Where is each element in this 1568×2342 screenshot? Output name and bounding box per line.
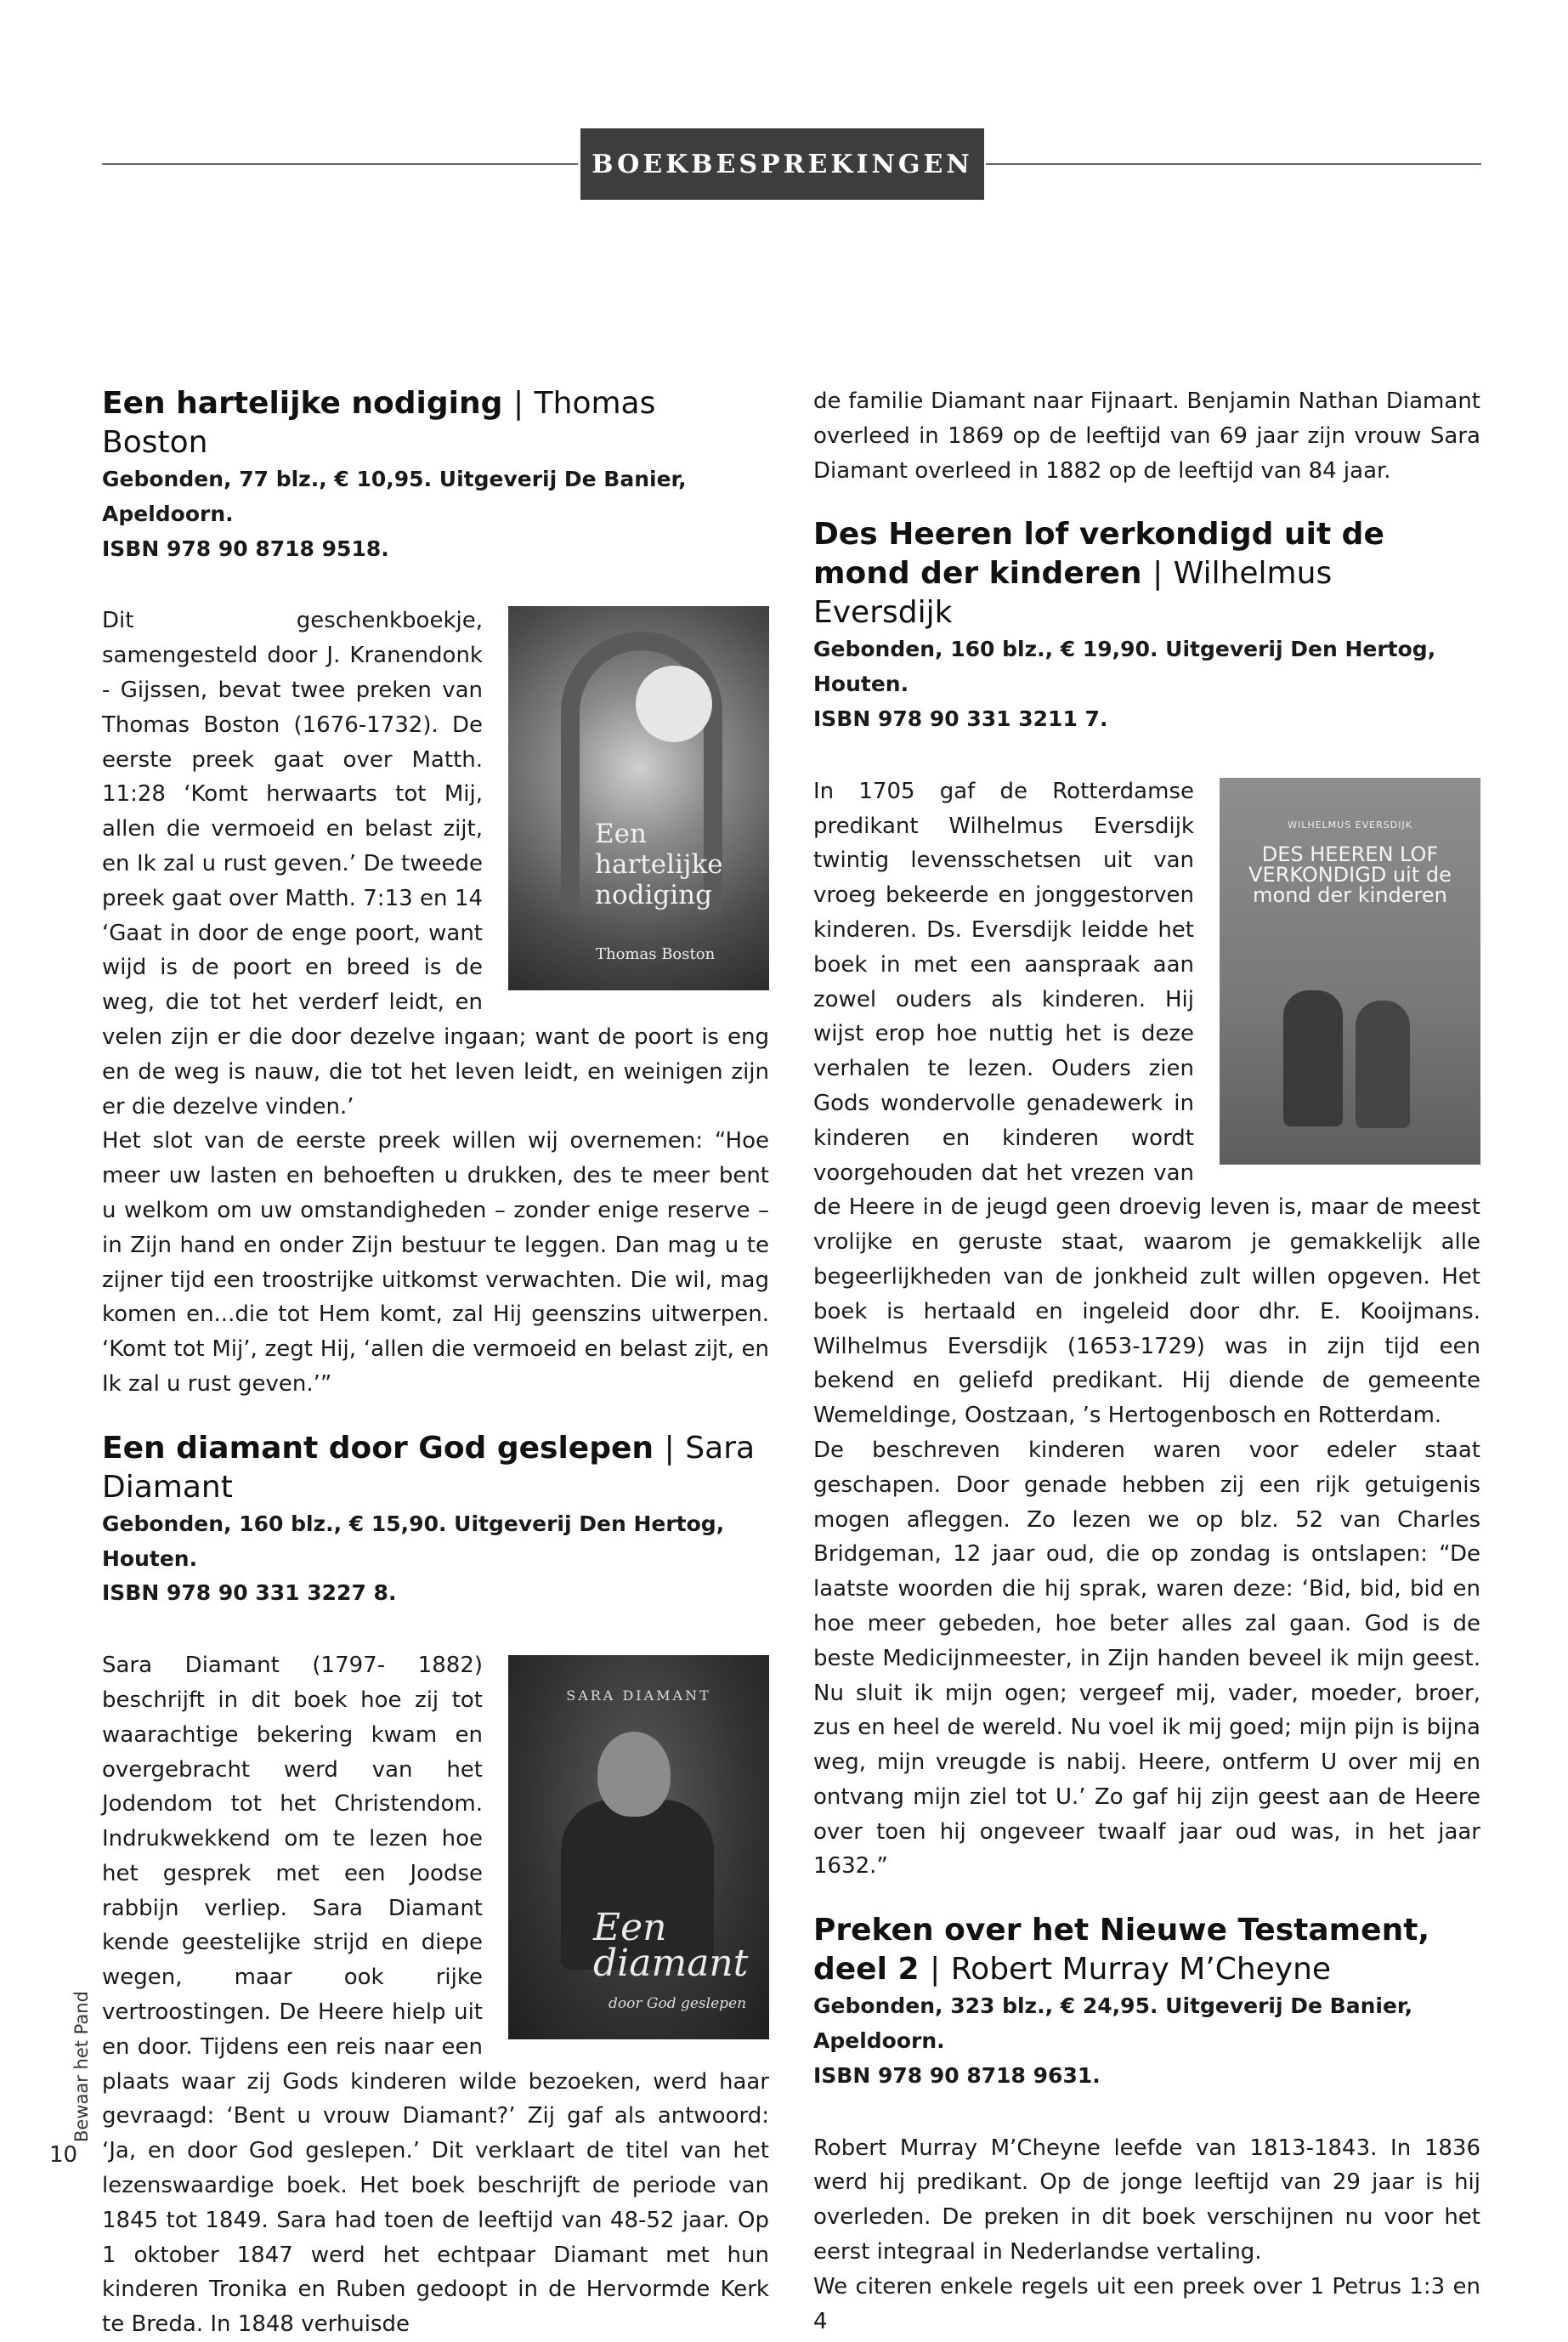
review-title: Een hartelijke nodiging | Thomas Boston bbox=[102, 386, 656, 460]
review-author: Sara Diamant bbox=[102, 1430, 756, 1505]
section-header: BOEKBESPREKINGEN bbox=[580, 128, 984, 200]
cover-title: Een diamant bbox=[593, 1906, 749, 1986]
review-author: Robert Murray M’Cheyne bbox=[950, 1952, 1332, 1988]
review-author: Thomas Boston bbox=[102, 386, 656, 460]
review-text-continued: de familie Diamant naar Fijnaart. Benjamin Nathan Diamant overleed in 1869 op de leeftijd van 69 jaar zijn vrouw Sara Diamant overleed in 1882 op de leeftijd van 84 jaar. bbox=[813, 388, 1480, 484]
page-number: 10 bbox=[49, 2142, 78, 2168]
review-isbn: ISBN 978 90 8718 9631. bbox=[813, 2062, 1101, 2088]
header-rule-right bbox=[986, 163, 1481, 165]
review-isbn: ISBN 978 90 8718 9518. bbox=[102, 536, 389, 561]
review-text: Sara Diamant (1797- 1882) beschrijft in dit boek hoe zij tot waarachtige bekering kwam en overgebracht werd van het Jodendom tot het Christendom. Indrukwekkend om te lezen hoe het gesprek met een Joodse rabbijn verliep. Sara Diamant kende geestelijke strijd en diepe wegen, maar ook rijke vertroostingen. De Heere hielp uit en door. Tijdens een reis naar een plaats waar zij Gods kinderen wilde bezoeken, werd haar gevraagd: ‘Bent u vrouw Diamant?’ Zij gaf als antwoord: ‘Ja, en door God geslepen.’ Dit verklaart de titel van het lezenswaardige boek. Het boek beschrijft de periode van 1845 tot 1849. Sara had toen de leeftijd van 48-52 jaar. Op 1 oktober 1847 werd het echtpaar Diamant met hun kinderen Tronika en Ruben gedoopt in de Hervormde Kerk te Breda. In 1848 verhuisde bbox=[102, 1653, 769, 2338]
review-text: Het slot van de eerste preek willen wij overnemen: “Hoe meer uw lasten en behoeften u drukken, des te meer bent u welkom om uw omstandigheden – zonder enige reserve – in Zijn hand en onder Zijn bestuur te leggen. Dan mag u te zijner tijd een troostrijke uitkomst verwachten. Die wil, mag komen en...die tot Hem komt, zal Hij geenszins uitwerpen. ‘Komt tot Mij’, zegt Hij, ‘allen die vermoeid en belast zijt, en Ik zal u rust geven.’” bbox=[102, 1128, 769, 1397]
review-meta: Gebonden, 323 blz., € 24,95. Uitgeverij De Banier, Apeldoorn. bbox=[813, 1993, 1413, 2054]
left-column bbox=[102, 384, 769, 2342]
review-text: Robert Murray M’Cheyne leefde van 1813-1843. In 1836 werd hij predikant. Op de jonge leeftijd van 29 jaar is hij overleden. De preken in dit boek verschijnen nu voor het eerst integraal in Nederlandse vertaling. bbox=[813, 2135, 1480, 2265]
cover-author: WILHELMUS EVERSDIJK bbox=[1288, 819, 1412, 831]
review-text: Dit geschenkboekje, samengesteld door J. Kranendonk - Gijssen, bevat twee preken van Thomas Boston (1676-1732). De eerste preek gaat over Matth. 11:28 ‘Komt herwaarts tot Mij, allen die vermoeid en belast zijt, en Ik zal u rust geven.’ De tweede preek gaat over Matth. 7:13 en 14 ‘Gaat in door de enge poort, want wijd is de poort en breed is de weg, die tot het verderf leidt, en velen zijn er die door dezelve ingaan; want de poort is eng en de weg is nauw, die tot het leven leidt, en weinigen zijn er die dezelve vinden.’ bbox=[102, 608, 769, 1120]
cover-author: Thomas Boston bbox=[596, 945, 716, 964]
review-text: We citeren enkele regels uit een preek over 1 Petrus 1:3 en 4 bbox=[813, 2273, 1480, 2334]
review-title: Een diamant door God geslepen | Sara Diamant bbox=[102, 1430, 756, 1505]
cover-title: DES HEEREN LOF VERKONDIGD uit de mond der kinderen bbox=[1248, 842, 1452, 907]
review-title: Preken over het Nieuwe Testament, deel 2 | Robert Murray M’Cheyne bbox=[813, 1913, 1430, 1988]
review-meta: Gebonden, 160 blz., € 15,90. Uitgeverij Den Hertog, Houten. bbox=[102, 1511, 725, 1571]
review-text: In 1705 gaf de Rotterdamse predikant Wilhelmus Eversdijk twintig levensschetsen uit van vroeg bekeerde en jonggestorven kinderen. Ds. Eversdijk leidde het boek in met een aanspraak aan zowel ouders als kinderen. Hij wijst erop hoe nuttig het is deze verhalen te lezen. Ouders zien Gods wondervolle genadewerk in kinderen en kinderen wordt voorgehouden dat het vrezen van de Heere in de jeugd geen droevig leven is, maar de meest vrolijke en geruste staat, waarom je gemakkelijk alle begeerlijkheden van de jonkheid zult willen opgeven. Het boek is hertaald en ingeleid door dhr. E. Kooijmans. Wilhelmus Eversdijk (1653-1729) was in zijn tijd een bekend en geliefd predikant. Hij diende de gemeente Wemeldinge, Oostzaan, ’s Hertogenbosch en Rotterdam. bbox=[813, 778, 1480, 1429]
cover-subtitle: door God geslepen bbox=[609, 1995, 747, 2013]
cover-title: Een hartelijke nodiging bbox=[595, 819, 723, 911]
header-rule-left bbox=[102, 163, 578, 165]
right-column bbox=[813, 384, 1480, 2339]
review-title: Des Heeren lof verkondigd uit de mond der kinderen | Wilhelmus Eversdijk bbox=[813, 517, 1384, 631]
book-cover-image bbox=[1220, 778, 1480, 1165]
book-cover-image bbox=[508, 606, 769, 990]
review-meta: Gebonden, 160 blz., € 19,90. Uitgeverij Den Hertog, Houten. bbox=[813, 637, 1436, 697]
book-cover-image bbox=[508, 1655, 769, 2039]
review-author: Wilhelmus Eversdijk bbox=[813, 556, 1333, 631]
review-isbn: ISBN 978 90 331 3211 7. bbox=[813, 706, 1108, 731]
review-isbn: ISBN 978 90 331 3227 8. bbox=[102, 1580, 397, 1606]
review-text: De beschreven kinderen waren voor edeler staat geschapen. Door genade hebben zij een rijk getuigenis mogen afleggen. Zo lezen we op blz. 52 van Charles Bridgeman, 12 jaar oud, die op zondag is ontslapen: “De laatste woorden die hij sprak, waren deze: ‘Bid, bid, bid en hoe meer gebeden, hoe beter alles zal gaan. God is de beste Medicijnmeester, in Zijn handen beveel ik mijn geest. Nu sluit ik mijn ogen; vergeef mij, vader, moeder, broer, zus en heel de wereld. Nu voel ik mij goed; mijn pijn is bijna weg, mijn vreugde is nabij. Heere, ontferm U over mij en ontvang mijn ziel tot U.’ Zo gaf hij zijn geest aan de Heere over toen hij ongeveer twaalf jaar oud was, in het jaar 1632.” bbox=[813, 1437, 1480, 1880]
review-meta: Gebonden, 77 blz., € 10,95. Uitgeverij De Banier, Apeldoorn. bbox=[102, 467, 687, 526]
magazine-name: Bewaar het Pand bbox=[71, 1991, 92, 2142]
cover-author: SARA DIAMANT bbox=[566, 1687, 711, 1704]
